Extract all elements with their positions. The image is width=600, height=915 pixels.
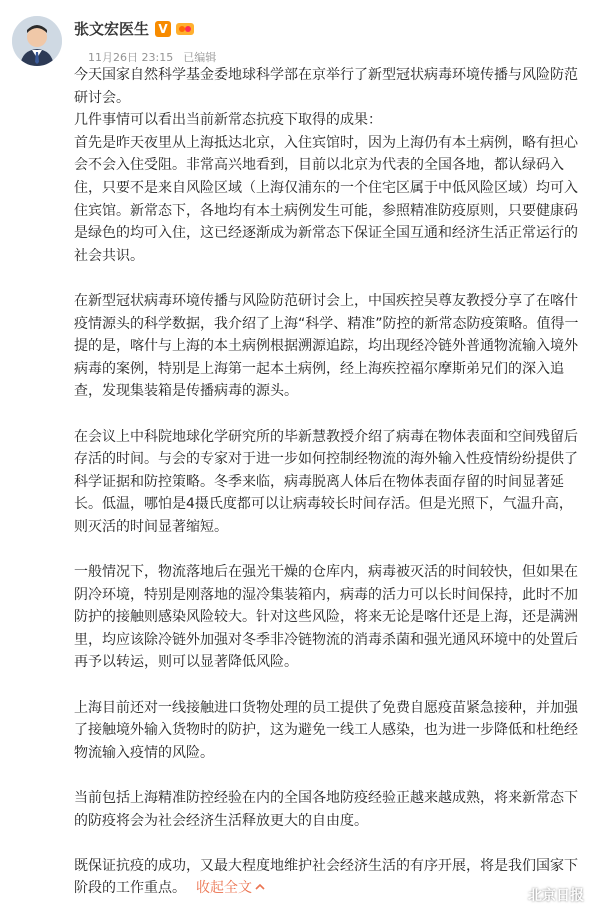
paragraph-experience: 当前包括上海精准防控经验在内的全国各地防疫经验正越来越成熟，将来新常态下的防疫将会为社会经济生活释放更大的自由度。 <box>74 790 578 829</box>
paragraph-logistics: 一般情况下，物流落地后在强光干燥的仓库内，病毒被灭活的时间较快，但如果在阴冷环境，特别是刚落地的湿冷集装箱内，病毒的活力可以长时间保持，此时不加防护的接触则感染风险较大。针对这些风险，将来无论是喀什还是上海，还是满洲里，均应该除冷链外加强对冬季非冷链物流的消毒杀菌和强光通风环境中的处置后再予以转运，则可以显著降低风险。 <box>74 564 578 671</box>
collapse-link[interactable] <box>196 880 266 896</box>
watermark <box>506 885 584 905</box>
verified-icon: V <box>155 21 171 37</box>
avatar[interactable] <box>12 16 62 66</box>
paragraph-vaccine: 上海目前还对一线接触进口货物处理的员工提供了免费自愿疫苗紧急接种，并加强了接触境外输入货物时的防护，这为避免一线工人感染，也为进一步降低和杜绝经物流输入疫情的风险。 <box>74 699 578 761</box>
beijing-daily-logo-icon <box>506 886 524 904</box>
edited-label[interactable]: 已编辑 <box>183 51 217 64</box>
paragraph-survival: 在会议上中科院地球化学研究所的毕新慧教授介绍了病毒在物体表面和空间残留后存活的时间。与会的专家对于进一步如何控制经物流的海外输入性疫情纷纷提供了科学证据和防控策略。冬季来临，病毒脱离人体后在物体表面存留的时间显著延长。低温，哪怕是4摄氏度都可以让病毒较长时间存活。但是光照下，气温升高，则灭活的时间显著缩短。 <box>74 428 578 535</box>
collapse-label: 收起全文 <box>196 880 252 897</box>
avatar-image <box>12 16 62 66</box>
watermark-text: 北京日报 <box>528 888 584 904</box>
paragraph-gap <box>74 764 586 787</box>
post-content <box>74 64 586 900</box>
paragraph-seminar: 在新型冠状病毒环境传播与风险防范研讨会上，中国疾控吴尊友教授分享了在喀什疫情源头的科学数据，我介绍了上海“科学、精准”防控的新常态防疫策略。值得一提的是，喀什与上海的本土病例根据溯源追踪，均出现经冷链外普通物流输入境外病毒的案例，特别是上海第一起本土病例，经上海疾控福尔摩斯弟兄们的深入追查，发现集装箱是传播病毒的源头。 <box>74 292 579 400</box>
post-meta <box>88 49 216 65</box>
chevron-up-icon <box>254 877 266 900</box>
member-badge-icon <box>175 21 195 37</box>
paragraph-summary: 几件事情可以看出当前新常态抗疫下取得的成果： <box>74 112 382 129</box>
author-name[interactable]: 张文宏医生 <box>74 20 150 38</box>
paragraph-conclusion-text: 既保证抗疫的成功，又最大程度地维护社会经济生活的有序开展，将是我们国家下阶段的工作重点。 <box>74 857 578 897</box>
paragraph-gap <box>74 403 586 426</box>
paragraph-gap <box>74 832 586 855</box>
paragraph-gap <box>74 267 586 290</box>
paragraph-hotel: 首先是昨天夜里从上海抵达北京，入住宾馆时，因为上海仍有本土病例，略有担心会不会入住受阻。非常高兴地看到，目前以北京为代表的全国各地，都认绿码入住，只要不是来自风险区域（上海仅浦东的一个住宅区属于中低风险区域）均可入住宾馆。新常态下，各地均有本土病例发生可能，参照精准防疫原则，只要健康码是绿色的均可入住，这已经逐渐成为新常态下保证全国互通和经济生活正常运行的社会共识。 <box>74 134 578 264</box>
post-header <box>0 0 600 62</box>
post-timestamp[interactable]: 11月26日 23:15 <box>88 51 174 64</box>
paragraph-gap <box>74 538 586 561</box>
paragraph-gap <box>74 674 586 697</box>
author-row <box>74 18 195 39</box>
paragraph-intro: 今天国家自然科学基金委地球科学部在京举行了新型冠状病毒环境传播与风险防范研讨会。 <box>74 67 578 106</box>
